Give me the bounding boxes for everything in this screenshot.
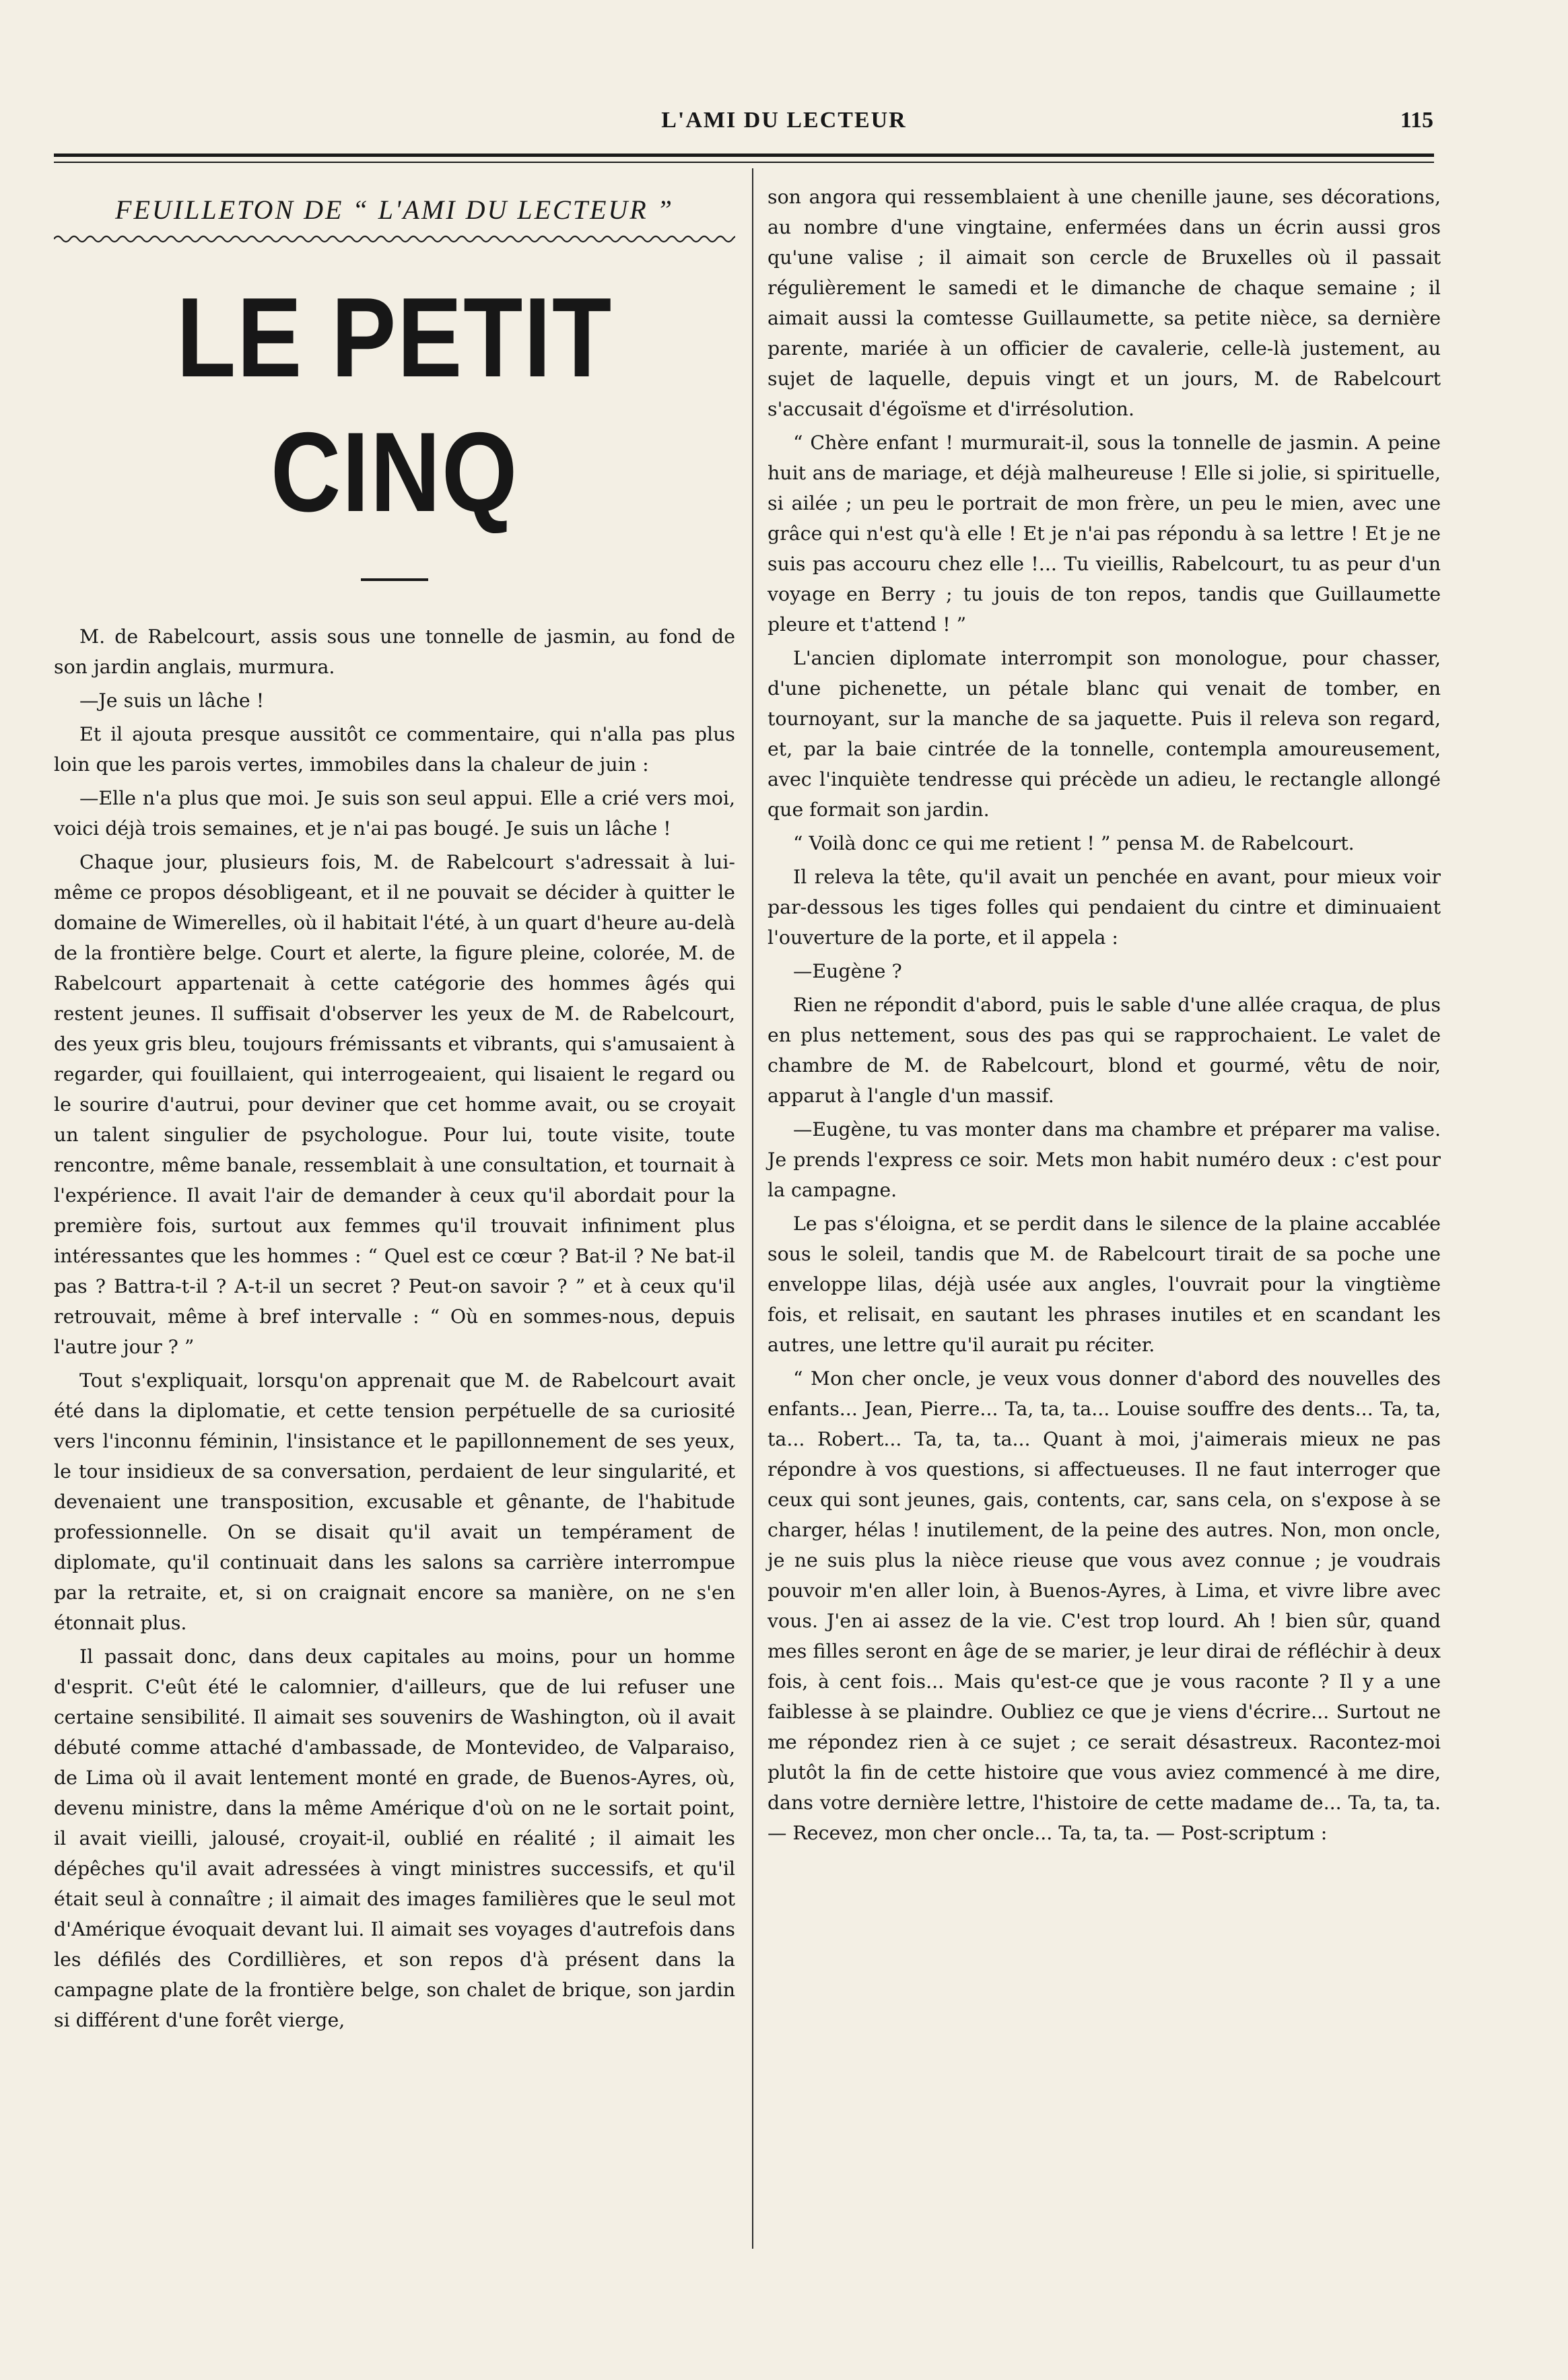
header-rule-thick: [54, 154, 1434, 157]
paragraph: Il releva la tête, qu'il avait un penchée en avant, pour mieux voir par-dessous les tiges folles qui pendaient du cintre et diminuaient l'ouverture de la porte, et il appela :: [768, 866, 1441, 949]
paragraph: “ Chère enfant ! murmurait-il, sous la tonnelle de jasmin. A peine huit ans de mariage, et déjà malheureuse ! Elle si jolie, si spirituelle, si ailée ; un peu le portrait de mon frère, un peu le mien, avec une grâce qui n'est qu'à elle ! Et je n'ai pas répondu à sa lettre ! Et je ne suis pas accouru chez elle !... Tu vieillis, Rabelcourt, tu as peur d'un voyage en Berry ; tu jouis de ton repos, tandis que Guillaumette pleure et t'attend ! ”: [768, 432, 1441, 636]
story-title: LE PETIT CINQ: [176, 274, 613, 535]
left-column: [54, 182, 735, 2039]
running-title: L'AMI DU LECTEUR: [661, 108, 907, 133]
paragraph: L'ancien diplomate interrompit son monologue, pour chasser, d'une pichenette, un pétale blanc qui venait de tomber, en tournoyant, sur la manche de sa jaquette. Puis il releva son regard, et, par la baie cintrée de la tonnelle, contempla amoureusement, avec l'inquiète tendresse qui précède un adieu, le rectangle allongé que formait son jardin.: [768, 647, 1441, 821]
paragraph: Et il ajouta presque aussitôt ce commentaire, qui n'alla pas plus loin que les parois vertes, immobiles dans la chaleur de juin :: [54, 723, 735, 776]
paragraph: “ Mon cher oncle, je veux vous donner d'abord des nouvelles des enfants... Jean, Pierre... Ta, ta, ta... Louise souffre des dents... Ta, ta, ta... Robert... Ta, ta, ta... Quant à moi, j'aimerais mieux ne pas répondre à vos questions, si affectueuses. Il ne faut interroger que ceux qui sont jeunes, gais, contents, car, sans cela, on s'expose à se charger, hélas ! inutilement, de la peine des autres. Non, mon oncle, je ne suis plus la nièce rieuse que vous avez connue ; je voudrais pouvoir m'en aller loin, à Buenos-Ayres, à Lima, et vivre libre avec vous. J'en ai assez de la vie. C'est trop lourd. Ah ! bien sûr, quand mes filles seront en âge de se marier, je leur dirai de réfléchir à deux fois, à cent fois... Mais qu'est-ce que je vous raconte ? Il y a une faiblesse à se plaindre. Oubliez ce que je viens d'écrire... Surtout ne me répondez rien à ce sujet ; ce serait désastreux. Racontez-moi plutôt la fin de cette histoire que vous aviez commencé à me dire, dans votre dernière lettre, l'histoire de cette madame de... Ta, ta, ta.— Recevez, mon cher oncle... Ta, ta, ta. — Post-scriptum :: [768, 1367, 1441, 1844]
paragraph: Tout s'expliquait, lorsqu'on apprenait que M. de Rabelcourt avait été dans la diplomatie, et cette tension perpétuelle de sa curiosité vers l'inconnu féminin, l'insistance et le papillonnement de ses yeux, le tour insidieux de sa conversation, perdaient de leur singularité, et devenaient une transposition, excusable et gênante, de l'habitude professionnelle. On se disait qu'il avait un tempérament de diplomate, qu'il continuait dans les salons sa carrière interrompue par la retraite, et, si on craignait encore sa manière, on ne s'en étonnait plus.: [54, 1369, 735, 1634]
paragraph: son angora qui ressemblaient à une chenille jaune, ses décorations, au nombre d'une vingtaine, enfermées dans un écrin aussi gros qu'une valise ; il aimait son cercle de Bruxelles où il passait régulièrement le samedi et le dimanche de chaque semaine ; il aimait aussi la comtesse Guillaumette, sa petite nièce, sa dernière parente, mariée à un officier de cavalerie, celle-là justement, au sujet de laquelle, depuis vingt et un jours, M. de Rabelcourt s'accusait d'égoïsme et d'irrésolution.: [768, 186, 1441, 420]
paragraph: —Je suis un lâche !: [79, 689, 265, 712]
paragraph: —Eugène, tu vas monter dans ma chambre et préparer ma valise. Je prends l'express ce soir. Mets mon habit numéro deux : c'est pour la campagne.: [768, 1118, 1441, 1201]
feuilleton-heading: FEUILLETON DE “ L'AMI DU LECTEUR ”: [115, 195, 674, 225]
column-divider: [752, 168, 753, 2249]
header-rule-thin: [54, 162, 1434, 163]
paragraph: —Eugène ?: [793, 960, 902, 982]
paragraph: Rien ne répondit d'abord, puis le sable d'une allée craqua, de plus en plus nettement, sous des pas qui se rapprochaient. Le valet de chambre de M. de Rabelcourt, blond et gourmé, vêtu de noir, apparut à l'angle d'un massif.: [768, 994, 1441, 1107]
wavy-rule: [54, 231, 735, 247]
title-rule: [361, 578, 428, 581]
paragraph: —Elle n'a plus que moi. Je suis son seul appui. Elle a crié vers moi, voici déjà trois semaines, et je n'ai pas bougé. Je suis un lâche !: [54, 787, 735, 840]
paragraph: M. de Rabelcourt, assis sous une tonnelle de jasmin, au fond de son jardin anglais, murmura.: [54, 625, 735, 678]
paragraph: Le pas s'éloigna, et se perdit dans le silence de la plaine accablée sous le soleil, tandis que M. de Rabelcourt tirait de sa poche une enveloppe lilas, déjà usée aux angles, l'ouvrait pour la vingtième fois, et relisait, en sautant les phrases inutiles et en scandant les autres, une lettre qu'il aurait pu réciter.: [768, 1213, 1441, 1356]
right-column: [768, 182, 1441, 1851]
left-column-text: [54, 621, 735, 2035]
paragraph: Chaque jour, plusieurs fois, M. de Rabelcourt s'adressait à lui-même ce propos désobligeant, et il ne pouvait se décider à quitter le domaine de Wimerelles, où il habitait l'été, à un quart d'heure au-delà de la frontière belge. Court et alerte, la figure pleine, colorée, M. de Rabelcourt appartenait à cette catégorie des hommes âgés qui restent jeunes. Il suffisait d'observer les yeux de M. de Rabelcourt, des yeux gris bleu, toujours frémissants et vibrants, qui s'amusaient à regarder, qui fouillaient, qui interrogeaient, qui lisaient le regard ou le sourire d'autrui, pour deviner que cet homme avait, ou se croyait un talent singulier de psychologue. Pour lui, toute visite, toute rencontre, même banale, ressemblait à une consultation, et tournait à l'expérience. Il avait l'air de demander à ceux qu'il abordait pour la première fois, surtout aux femmes qu'il trouvait infiniment plus intéressantes que les hommes : “ Quel est ce cœur ? Bat-il ? Ne bat-il pas ? Battra-t-il ? A-t-il un secret ? Peut-on savoir ? ” et à ceux qu'il retrouvait, même à bref intervalle : “ Où en sommes-nous, depuis l'autre jour ? ”: [54, 851, 735, 1358]
paragraph: “ Voilà donc ce qui me retient ! ” pensa M. de Rabelcourt.: [793, 832, 1355, 854]
page-number: 115: [1400, 108, 1433, 133]
paragraph: Il passait donc, dans deux capitales au moins, pour un homme d'esprit. C'eût été le calomnier, d'ailleurs, que de lui refuser une certaine sensibilité. Il aimait ses souvenirs de Washington, où il avait débuté comme attaché d'ambassade, de Montevideo, de Valparaiso, de Lima où il avait lentement monté en grade, de Buenos-Ayres, où, devenu ministre, dans la même Amérique d'où on ne le sortait point, il avait vieilli, jalousé, croyait-il, oublié en réalité ; il aimait les dépêches qu'il avait adressées à vingt ministres successifs, et qu'il était seul à connaître ; il aimait des images familières que le seul mot d'Amérique évoquait devant lui. Il aimait ses voyages d'autrefois dans les défilés des Cordillières, et son repos d'à présent dans la campagne plate de la frontière belge, son chalet de brique, son jardin si différent d'une forêt vierge,: [54, 1645, 735, 2031]
